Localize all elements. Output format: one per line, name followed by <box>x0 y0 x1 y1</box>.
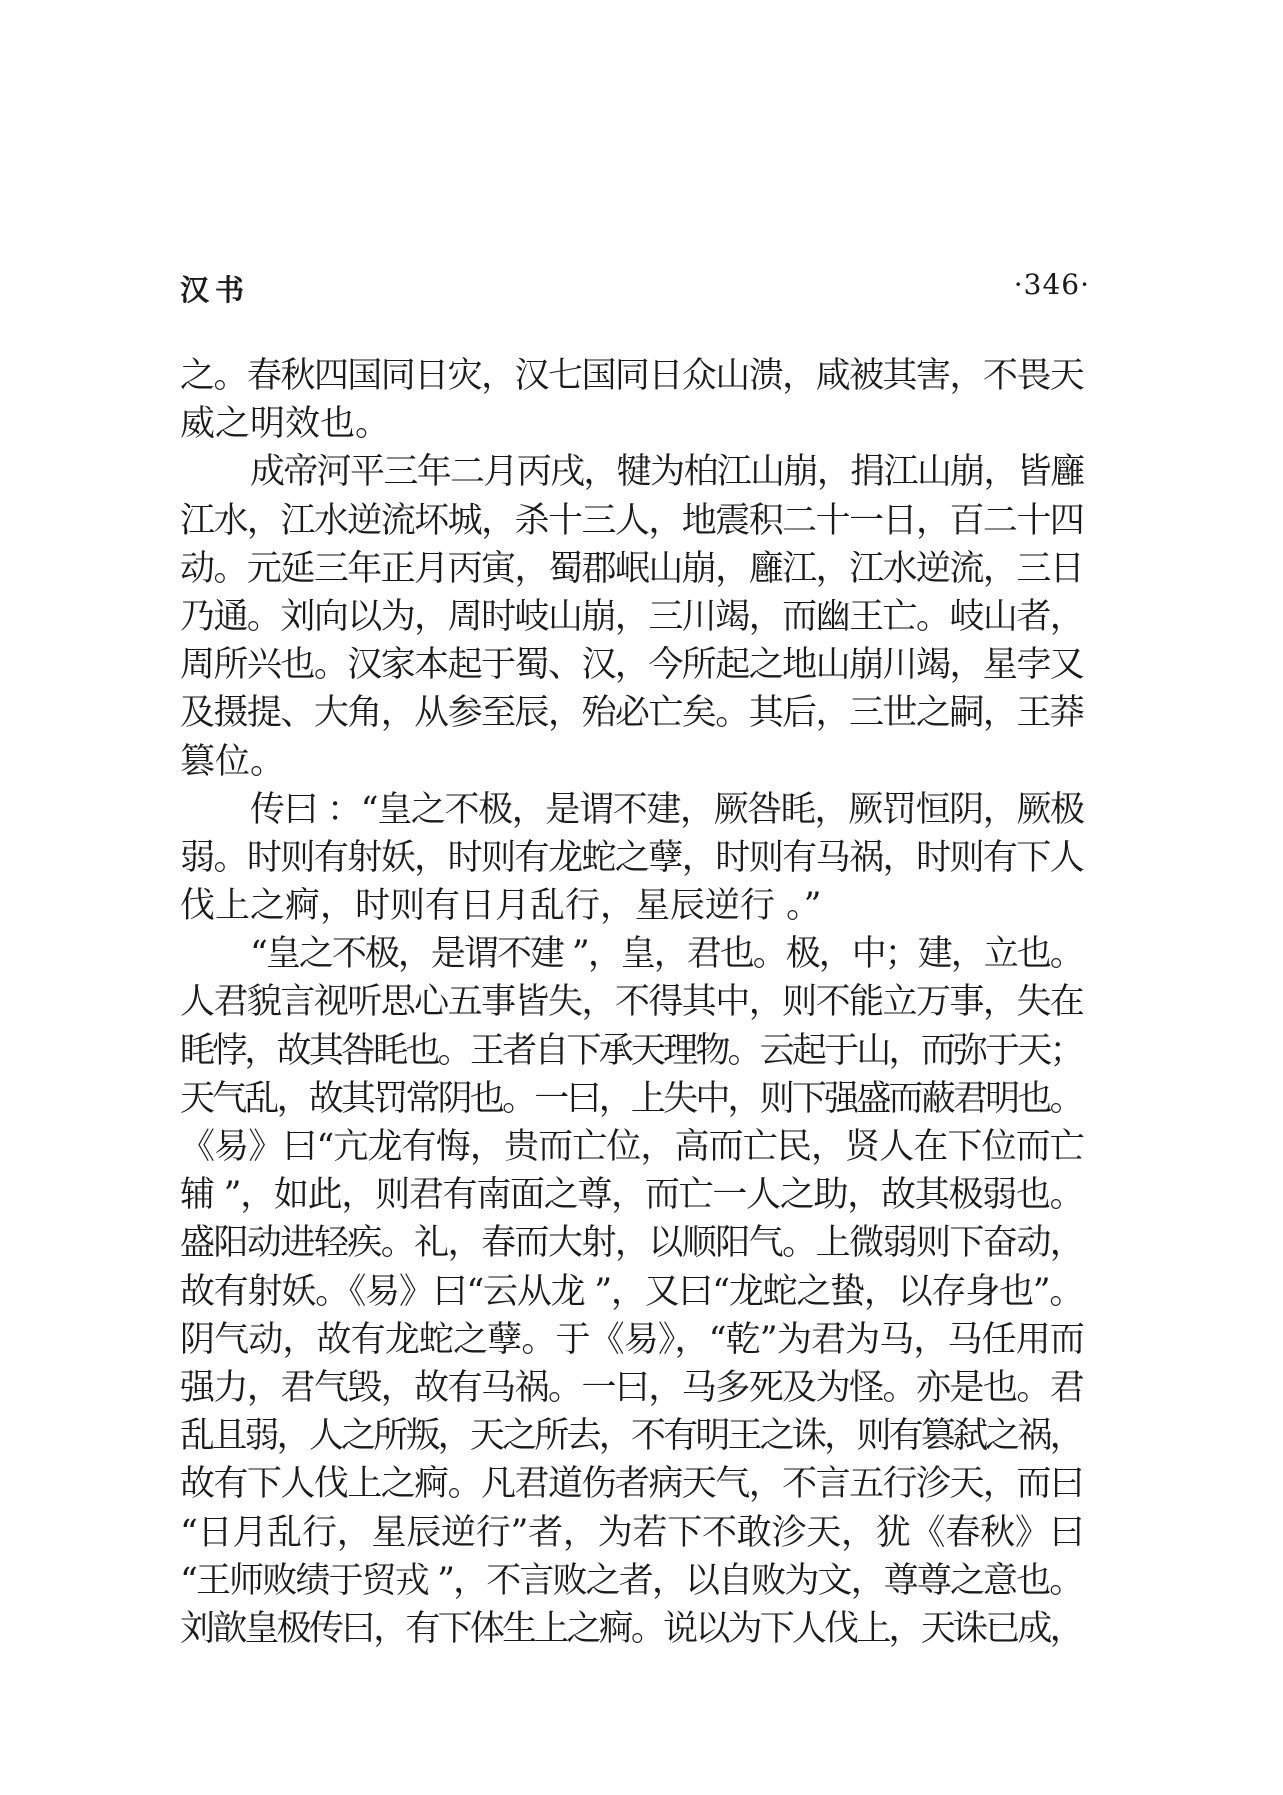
text-line: “皇之不极，是谓不建 ”，皇，君也。极，中；建，立也。 <box>250 934 1083 975</box>
text-line: 弱。时则有射妖，时则有龙蛇之孽，时则有马祸，时则有下人 <box>180 837 1084 878</box>
text-line: 周所兴也。汉家本起于蜀、汉，今所起之地山崩川竭，星孛又 <box>180 645 1084 686</box>
text-line: 故有下人伐上之痾。凡君道伤者病天气，不言五行沴天，而曰 <box>180 1464 1084 1505</box>
text-line: 人君貌言视听思心五事皆失，不得其中，则不能立万事，失在 <box>180 982 1084 1023</box>
body-text <box>180 352 1090 1653</box>
text-line: 动。元延三年正月丙寅，蜀郡岷山崩，廱江，江水逆流，三日 <box>180 548 1084 589</box>
text-line: 《易》曰“亢龙有悔，贵而亡位，高而亡民，贤人在下位而亡 <box>180 1127 1084 1167</box>
text-line: 乱且弱，人之所叛，天之所去，不有明王之诛，则有篡弑之祸， <box>180 1416 1082 1457</box>
text-line: 故有射妖。《易》曰“云从龙 ”，又曰“龙蛇之蛰，以存身也”。 <box>180 1271 1084 1312</box>
text-line: 伐上之痾，时则有日月乱行，星辰逆行 。” <box>180 886 822 927</box>
text-line: 眊悖，故其咎眊也。王者自下承天理物。云起于山，而弥于天； <box>180 1030 1082 1071</box>
text-line: 成帝河平三年二月丙戌，犍为柏江山崩，捐江山崩，皆廱 <box>250 452 1084 493</box>
text-line: 篡位。 <box>180 741 286 782</box>
text-line: 刘歆皇极传曰，有下体生上之痾。说以为下人伐上，天诛已成， <box>180 1608 1082 1649</box>
text-line: 乃通。刘向以为，周时岐山崩，三川竭，而幽王亡。岐山者， <box>180 596 1084 637</box>
text-line: 江水，江水逆流坏城，杀十三人，地震积二十一日，百二十四 <box>180 500 1084 541</box>
text-line: “日月乱行，星辰逆行”者，为若下不敢沴天，犹《春秋》曰 <box>180 1512 1085 1553</box>
running-header <box>180 268 1090 318</box>
text-line: 之。春秋四国同日灾，汉七国同日众山溃，咸被其害，不畏天 <box>180 356 1084 396</box>
text-line: 辅 ”，如此，则君有南面之尊，而亡一人之助，故其极弱也。 <box>180 1175 1084 1216</box>
text-line: 传曰 ：“皇之不极，是谓不建，厥咎眊，厥罚恒阴，厥极 <box>250 789 1084 830</box>
book-title: 汉书 <box>180 273 251 307</box>
text-line: 阴气动，故有龙蛇之孽。于《易》，“乾”为君为马，马任用而 <box>180 1319 1085 1360</box>
text-line: 及摄提、大角，从参至辰，殆必亡矣。其后，三世之嗣，王莽 <box>180 693 1084 734</box>
text-line: 盛阳动进轻疾。礼，春而大射，以顺阳气。上微弱则下奋动， <box>180 1223 1084 1264</box>
page-number: ·346· <box>1013 268 1090 301</box>
text-line: 天气乱，故其罚常阴也。一曰，上失中，则下强盛而蔽君明也。 <box>180 1078 1082 1119</box>
text-line: “王师败绩于贸戎 ”，不言败之者，以自败为文，尊尊之意也。 <box>180 1560 1083 1601</box>
text-line: 威之明效也。 <box>180 404 391 445</box>
text-line: 强力，君气毁，故有马祸。一曰，马多死及为怪。亦是也。君 <box>180 1367 1084 1408</box>
